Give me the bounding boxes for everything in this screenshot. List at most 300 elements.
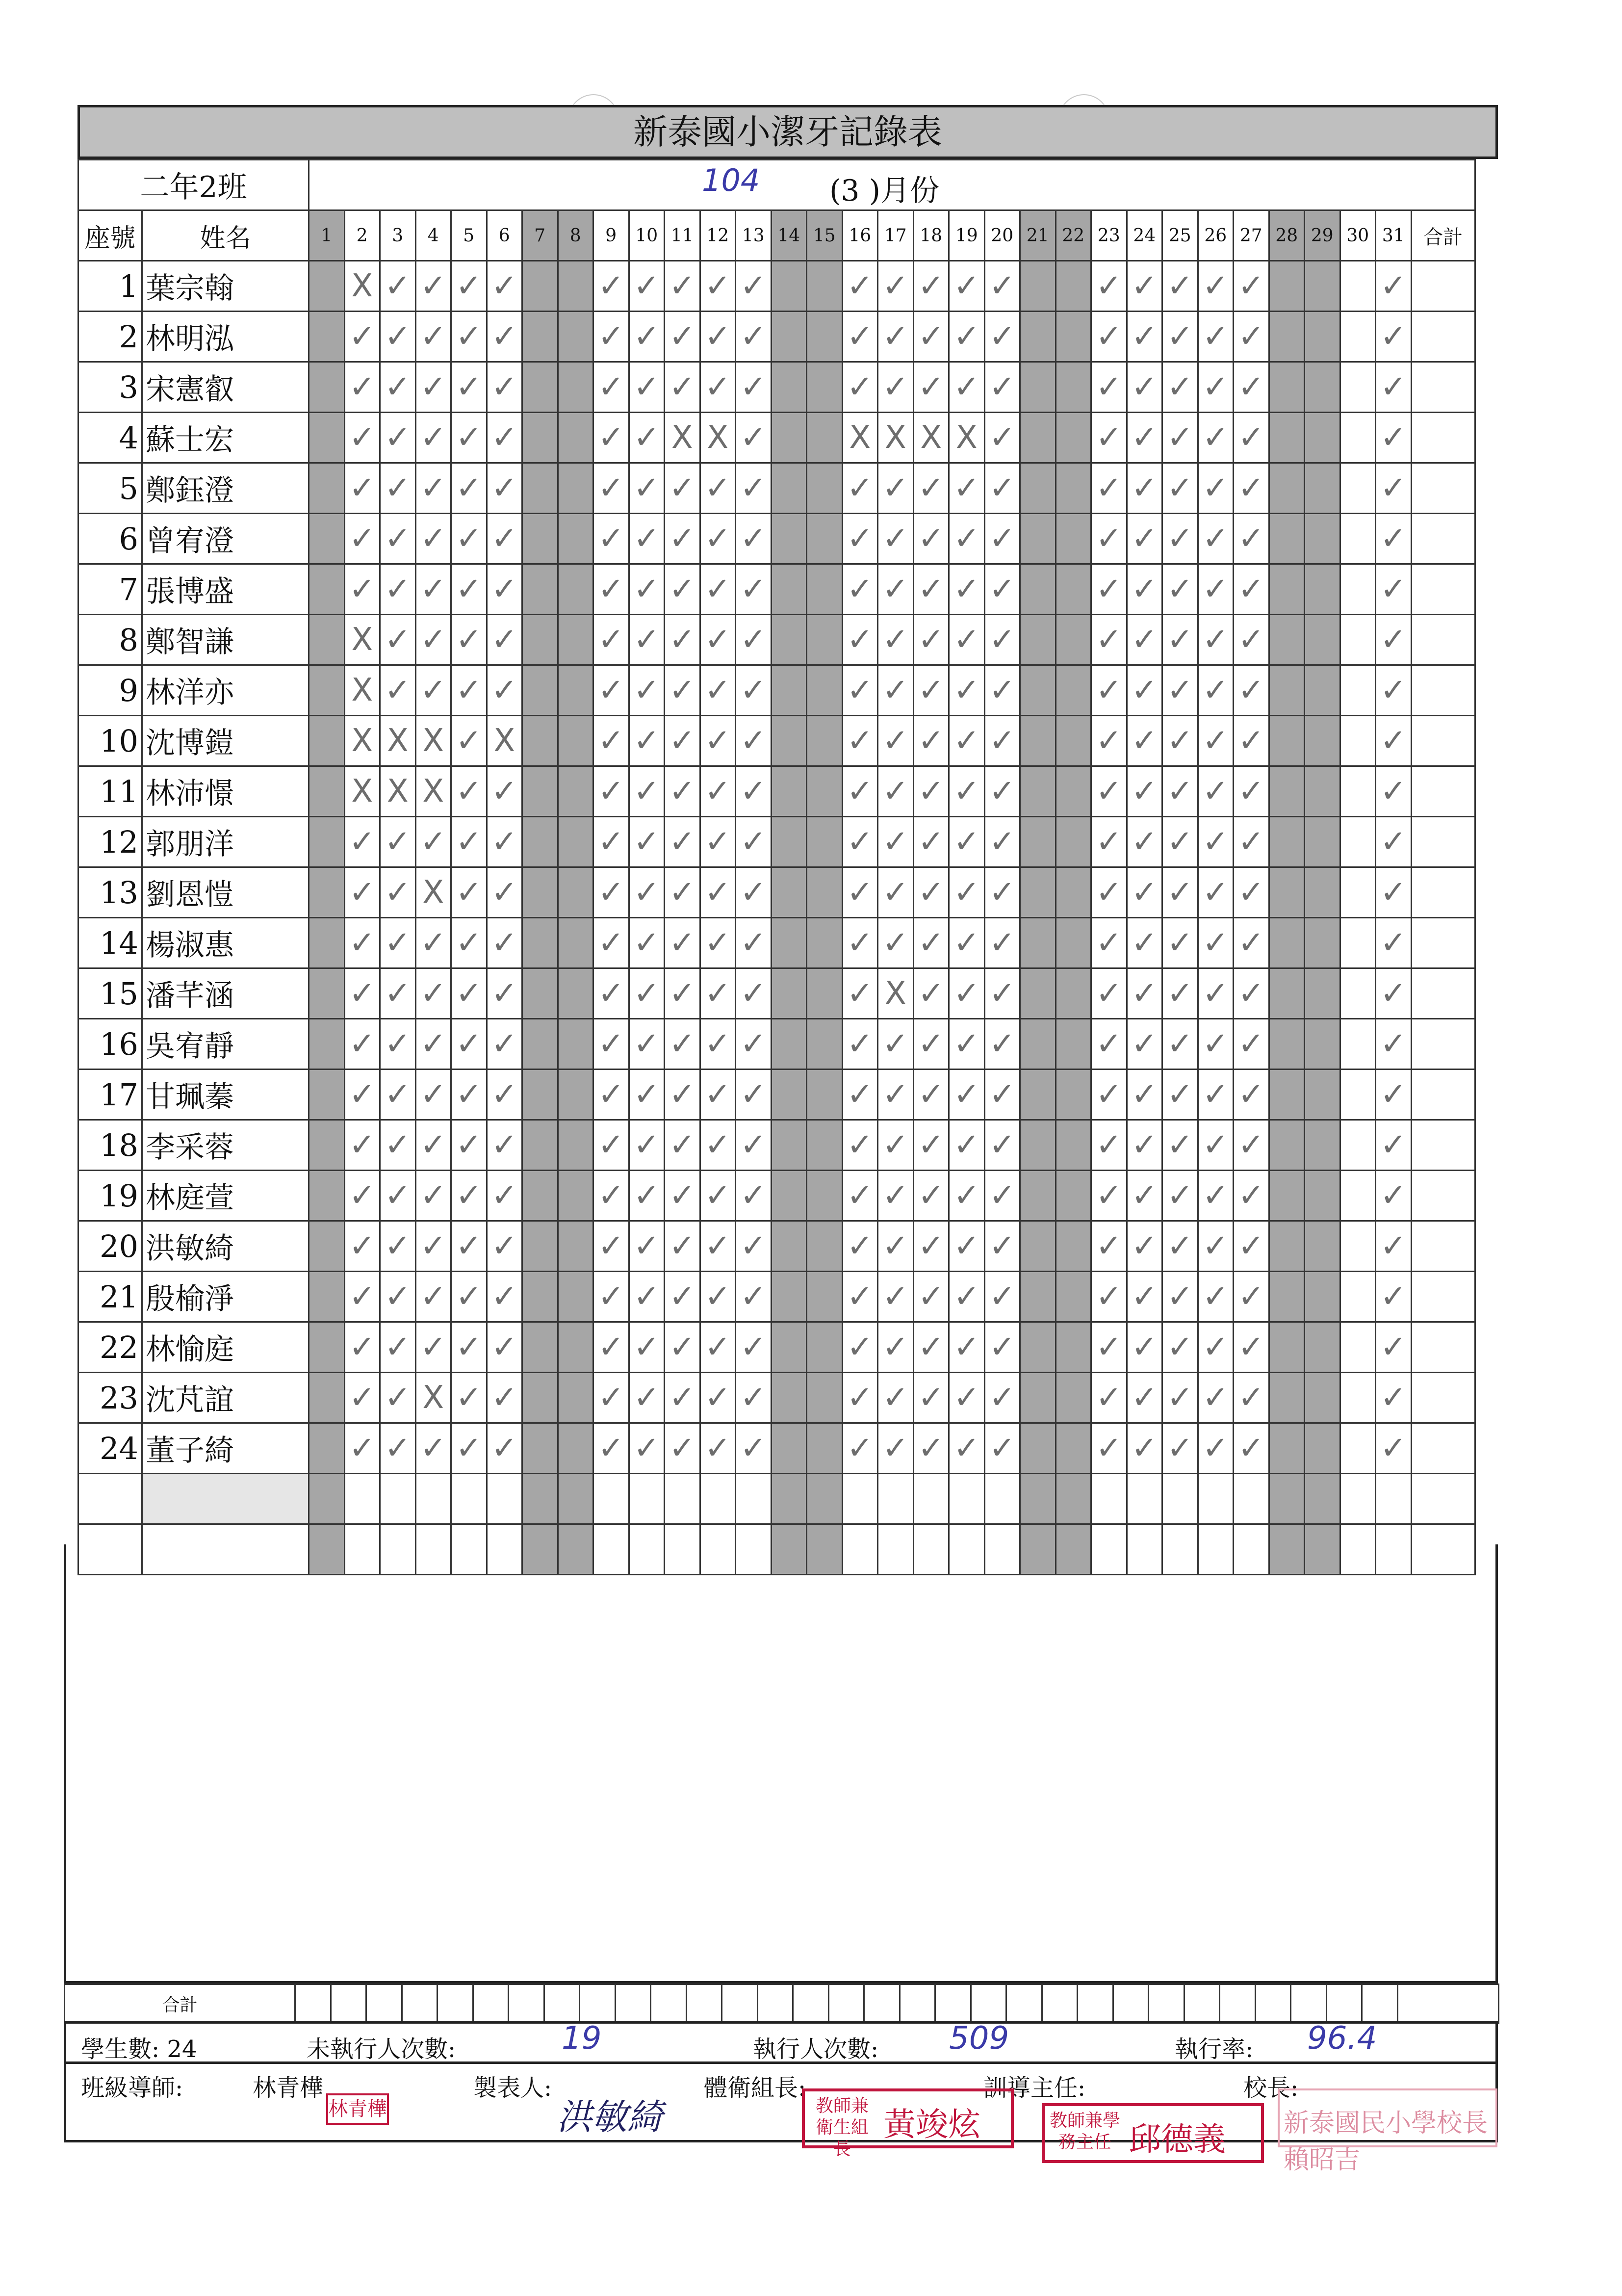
day-cell: [913, 1423, 949, 1474]
day-cell: [1091, 312, 1127, 362]
day-cell: [842, 1322, 878, 1373]
day-cell: [451, 716, 487, 766]
day-cell: [558, 261, 593, 312]
principal-stamp-text: 新泰國民小學校長賴昭吉: [1284, 2109, 1488, 2175]
day-cell: [1091, 1171, 1127, 1221]
check-mark: ✓: [349, 1026, 376, 1062]
day-cell: [771, 918, 807, 968]
day-cell: [1127, 665, 1162, 716]
day-header-text: 29: [1311, 225, 1334, 246]
day-cell: [1234, 1423, 1269, 1474]
day-cell: [558, 514, 593, 564]
cross-mark: X: [422, 874, 444, 911]
day-cell: [807, 867, 843, 918]
day-cell: [593, 261, 629, 312]
day-cell: [309, 1272, 345, 1322]
day-header: [736, 210, 772, 261]
seat-number: 8: [119, 622, 138, 658]
day-cell: [1340, 1272, 1376, 1322]
check-mark: ✓: [669, 874, 695, 911]
check-mark: ✓: [384, 1177, 411, 1214]
day-cell: [771, 261, 807, 312]
check-mark: ✓: [597, 824, 624, 860]
day-cell: [380, 1171, 416, 1221]
day-header-text: 30: [1346, 225, 1369, 246]
seat-cell: [78, 665, 142, 716]
check-mark: ✓: [1166, 521, 1193, 557]
day-cell: [842, 716, 878, 766]
seat-cell: [78, 261, 142, 312]
check-mark: ✓: [669, 318, 695, 355]
check-mark: ✓: [1166, 824, 1193, 860]
check-mark: ✓: [1202, 521, 1229, 557]
day-cell: [807, 615, 843, 665]
day-cell: [1056, 564, 1091, 615]
day-cell: [700, 817, 736, 867]
name-cell: [142, 312, 309, 362]
check-mark: ✓: [1131, 521, 1158, 557]
day-cell: [1056, 665, 1091, 716]
name-cell: [142, 564, 309, 615]
day-cell: [1305, 1120, 1340, 1171]
check-mark: ✓: [349, 1177, 376, 1214]
seat-number: 15: [100, 975, 138, 1012]
check-mark: ✓: [882, 1278, 909, 1315]
day-header-text: 14: [777, 225, 800, 246]
check-mark: ✓: [1380, 369, 1407, 405]
day-cell: [1198, 665, 1234, 716]
check-mark: ✓: [349, 470, 376, 506]
check-mark: ✓: [597, 1177, 624, 1214]
check-mark: ✓: [704, 369, 731, 405]
day-cell: [949, 261, 985, 312]
check-mark: ✓: [491, 1076, 518, 1113]
seat-cell: [78, 766, 142, 817]
day-cell: [700, 362, 736, 413]
check-mark: ✓: [953, 874, 980, 911]
day-cell: [309, 1423, 345, 1474]
row-total-cell: [1411, 716, 1475, 766]
day-cell: [771, 1019, 807, 1070]
check-mark: ✓: [1131, 925, 1158, 961]
seat-number: 9: [119, 672, 138, 708]
blank-row: [78, 1474, 1475, 1524]
day-cell: [344, 362, 380, 413]
check-mark: ✓: [1237, 268, 1264, 304]
check-mark: ✓: [669, 975, 695, 1012]
daily-total-cell: [366, 1984, 402, 2023]
day-cell: [522, 514, 558, 564]
day-cell: [1305, 514, 1340, 564]
day-cell: [380, 918, 416, 968]
day-cell: [949, 1120, 985, 1171]
day-cell: [629, 867, 665, 918]
day-cell: [984, 1070, 1020, 1120]
day-cell: [878, 968, 914, 1019]
check-mark: ✓: [420, 1329, 447, 1365]
day-cell: [451, 1373, 487, 1423]
check-mark: ✓: [918, 925, 945, 961]
day-cell: [1269, 564, 1305, 615]
student-name: 潘芊涵: [146, 979, 234, 1013]
name-cell: [142, 1322, 309, 1373]
day-cell: [807, 817, 843, 867]
day-cell: [1162, 1373, 1198, 1423]
day-cell: [984, 413, 1020, 463]
check-mark: ✓: [669, 369, 695, 405]
check-mark: ✓: [953, 672, 980, 708]
day-cell: [487, 716, 522, 766]
table-row: [78, 312, 1475, 362]
page-title: [77, 105, 1498, 159]
check-mark: ✓: [1166, 470, 1193, 506]
check-mark: ✓: [740, 1380, 767, 1416]
day-cell: [1020, 867, 1056, 918]
day-cell: [1340, 1019, 1376, 1070]
row-total-cell: [1411, 1120, 1475, 1171]
day-cell: [1020, 261, 1056, 312]
check-mark: ✓: [740, 1430, 767, 1466]
name-cell: [142, 867, 309, 918]
day-header: [344, 210, 380, 261]
day-cell: [629, 312, 665, 362]
day-cell: [558, 1272, 593, 1322]
day-cell: [1305, 312, 1340, 362]
day-cell: [1234, 312, 1269, 362]
check-mark: ✓: [384, 521, 411, 557]
day-cell: [700, 564, 736, 615]
day-cell: [1269, 766, 1305, 817]
day-cell: [771, 413, 807, 463]
check-mark: ✓: [1380, 318, 1407, 355]
check-mark: ✓: [918, 369, 945, 405]
day-header-text: 20: [991, 225, 1014, 246]
day-cell: [380, 1423, 416, 1474]
student-name: 郭朋洋: [146, 827, 234, 861]
day-cell: [1376, 463, 1412, 514]
day-cell: [522, 968, 558, 1019]
check-mark: ✓: [740, 470, 767, 506]
check-mark: ✓: [704, 521, 731, 557]
seat-header: [78, 210, 142, 261]
check-mark: ✓: [704, 1380, 731, 1416]
day-cell: [1091, 1322, 1127, 1373]
day-cell: [1020, 514, 1056, 564]
check-mark: ✓: [989, 571, 1016, 607]
day-cell: [736, 615, 772, 665]
day-cell: [913, 1070, 949, 1120]
check-mark: ✓: [847, 1177, 874, 1214]
check-mark: ✓: [455, 521, 482, 557]
check-mark: ✓: [918, 470, 945, 506]
day-cell: [1340, 362, 1376, 413]
day-header: [842, 210, 878, 261]
table-row: [78, 615, 1475, 665]
day-cell: [1376, 1373, 1412, 1423]
seat-cell: [78, 362, 142, 413]
day-cell: [1020, 1272, 1056, 1322]
day-header-text: 4: [427, 225, 439, 246]
check-mark: ✓: [384, 622, 411, 658]
day-cell: [1305, 716, 1340, 766]
day-cell: [1162, 1171, 1198, 1221]
day-cell: [1056, 1019, 1091, 1070]
check-mark: ✓: [597, 1228, 624, 1264]
day-cell: [344, 1221, 380, 1272]
day-cell: [984, 968, 1020, 1019]
table-row: [78, 918, 1475, 968]
check-mark: ✓: [384, 369, 411, 405]
homeroom-stamp: [326, 2093, 389, 2125]
check-mark: ✓: [420, 824, 447, 860]
check-mark: ✓: [1131, 975, 1158, 1012]
check-mark: ✓: [420, 1177, 447, 1214]
check-mark: ✓: [1095, 1076, 1122, 1113]
check-mark: ✓: [882, 318, 909, 355]
check-mark: ✓: [633, 1026, 660, 1062]
day-cell: [487, 564, 522, 615]
row-total-cell: [1411, 1373, 1475, 1423]
day-cell: [842, 1272, 878, 1322]
day-cell: [984, 665, 1020, 716]
day-cell: [1020, 1120, 1056, 1171]
check-mark: ✓: [953, 571, 980, 607]
day-header-text: 17: [884, 225, 907, 246]
name-cell: [142, 463, 309, 514]
check-mark: ✓: [882, 521, 909, 557]
check-mark: ✓: [455, 1228, 482, 1264]
day-cell: [736, 362, 772, 413]
day-cell: [629, 918, 665, 968]
day-cell: [558, 766, 593, 817]
check-mark: ✓: [491, 1026, 518, 1062]
day-cell: [309, 1019, 345, 1070]
check-mark: ✓: [989, 419, 1016, 456]
day-cell: [736, 817, 772, 867]
day-header-text: 26: [1204, 225, 1227, 246]
day-cell: [700, 918, 736, 968]
check-mark: ✓: [420, 521, 447, 557]
check-mark: ✓: [1237, 419, 1264, 456]
student-name: 張博盛: [146, 574, 234, 609]
check-mark: ✓: [989, 1127, 1016, 1163]
check-mark: ✓: [918, 1329, 945, 1365]
day-cell: [1020, 1019, 1056, 1070]
notes-area: [64, 1544, 1498, 1983]
toothbrush-record-table: [77, 159, 1476, 1575]
day-cell: [415, 1120, 451, 1171]
day-cell: [771, 867, 807, 918]
day-cell: [771, 766, 807, 817]
row-total-cell: [1411, 362, 1475, 413]
day-cell: [593, 1019, 629, 1070]
check-mark: ✓: [953, 773, 980, 809]
day-cell: [415, 564, 451, 615]
day-cell: [807, 1272, 843, 1322]
check-mark: ✓: [989, 318, 1016, 355]
check-mark: ✓: [420, 1026, 447, 1062]
row-total-cell: [1411, 1272, 1475, 1322]
check-mark: ✓: [704, 723, 731, 759]
day-cell: [487, 817, 522, 867]
day-cell: [1056, 766, 1091, 817]
check-mark: ✓: [918, 571, 945, 607]
day-cell: [1162, 968, 1198, 1019]
day-cell: [415, 312, 451, 362]
seat-cell: [78, 867, 142, 918]
day-cell: [1091, 867, 1127, 918]
check-mark: ✓: [953, 369, 980, 405]
check-mark: ✓: [1237, 1430, 1264, 1466]
day-cell: [522, 615, 558, 665]
check-mark: ✓: [633, 268, 660, 304]
not-done-label: 未執行人次數:: [307, 2035, 456, 2063]
day-cell: [558, 716, 593, 766]
day-cell: [309, 918, 345, 968]
check-mark: ✓: [989, 672, 1016, 708]
check-mark: ✓: [1095, 1380, 1122, 1416]
seat-cell: [78, 918, 142, 968]
check-mark: ✓: [597, 874, 624, 911]
day-cell: [558, 1322, 593, 1373]
check-mark: ✓: [420, 925, 447, 961]
day-cell: [665, 1070, 700, 1120]
table-row: [78, 362, 1475, 413]
check-mark: ✓: [1166, 773, 1193, 809]
check-mark: ✓: [1237, 1228, 1264, 1264]
check-mark: ✓: [491, 622, 518, 658]
check-mark: ✓: [989, 975, 1016, 1012]
day-cell: [913, 312, 949, 362]
day-cell: [1162, 514, 1198, 564]
check-mark: ✓: [491, 874, 518, 911]
check-mark: ✓: [740, 369, 767, 405]
check-mark: ✓: [1166, 672, 1193, 708]
check-mark: ✓: [633, 1127, 660, 1163]
cross-mark: X: [351, 672, 373, 708]
day-cell: [1234, 1070, 1269, 1120]
seat-cell: [78, 1070, 142, 1120]
day-cell: [380, 413, 416, 463]
day-cell: [1269, 1221, 1305, 1272]
day-cell: [949, 817, 985, 867]
day-cell: [807, 1423, 843, 1474]
blank-day-cell: [1056, 1474, 1091, 1524]
day-cell: [1020, 1373, 1056, 1423]
day-cell: [665, 1272, 700, 1322]
day-cell: [807, 968, 843, 1019]
check-mark: ✓: [1131, 1329, 1158, 1365]
seat-number: 12: [100, 824, 138, 860]
day-cell: [593, 312, 629, 362]
check-mark: ✓: [597, 369, 624, 405]
check-mark: ✓: [989, 1278, 1016, 1315]
check-mark: ✓: [1202, 672, 1229, 708]
check-mark: ✓: [1166, 369, 1193, 405]
row-total-cell: [1411, 261, 1475, 312]
check-mark: ✓: [704, 1430, 731, 1466]
check-mark: ✓: [882, 1228, 909, 1264]
day-cell: [487, 362, 522, 413]
check-mark: ✓: [1166, 1026, 1193, 1062]
check-mark: ✓: [882, 773, 909, 809]
check-mark: ✓: [953, 318, 980, 355]
day-cell: [344, 1120, 380, 1171]
check-mark: ✓: [455, 571, 482, 607]
check-mark: ✓: [384, 268, 411, 304]
check-mark: ✓: [597, 672, 624, 708]
check-mark: ✓: [918, 318, 945, 355]
name-cell: [142, 918, 309, 968]
check-mark: ✓: [349, 419, 376, 456]
name-cell: [142, 766, 309, 817]
check-mark: ✓: [633, 1228, 660, 1264]
day-cell: [451, 261, 487, 312]
table-row: [78, 1423, 1475, 1474]
check-mark: ✓: [1380, 571, 1407, 607]
day-cell: [842, 1373, 878, 1423]
daily-total-cell: [722, 1984, 758, 2023]
daily-total-cell: [1006, 1984, 1042, 2023]
blank-total-cell: [1411, 1474, 1475, 1524]
day-cell: [1340, 312, 1376, 362]
day-header: [1269, 210, 1305, 261]
row-total-cell: [1411, 615, 1475, 665]
day-cell: [700, 665, 736, 716]
day-cell: [309, 1070, 345, 1120]
check-mark: ✓: [918, 622, 945, 658]
day-cell: [984, 867, 1020, 918]
day-cell: [1269, 413, 1305, 463]
check-mark: ✓: [1166, 318, 1193, 355]
check-mark: ✓: [1202, 1127, 1229, 1163]
check-mark: ✓: [384, 824, 411, 860]
check-mark: ✓: [847, 521, 874, 557]
check-mark: ✓: [1131, 318, 1158, 355]
day-header: [558, 210, 593, 261]
day-cell: [842, 1171, 878, 1221]
day-cell: [1162, 463, 1198, 514]
check-mark: ✓: [1131, 571, 1158, 607]
check-mark: ✓: [1095, 824, 1122, 860]
day-cell: [487, 867, 522, 918]
day-cell: [807, 1120, 843, 1171]
check-mark: ✓: [1166, 1127, 1193, 1163]
day-cell: [1376, 918, 1412, 968]
check-mark: ✓: [1095, 1430, 1122, 1466]
day-cell: [415, 514, 451, 564]
check-mark: ✓: [669, 1177, 695, 1214]
check-mark: ✓: [1380, 622, 1407, 658]
check-mark: ✓: [1380, 824, 1407, 860]
check-mark: ✓: [455, 1278, 482, 1315]
day-cell: [807, 1322, 843, 1373]
seat-cell: [78, 1322, 142, 1373]
check-mark: ✓: [1237, 1329, 1264, 1365]
day-cell: [1162, 1221, 1198, 1272]
day-cell: [415, 1322, 451, 1373]
row-total-cell: [1411, 1019, 1475, 1070]
check-mark: ✓: [420, 318, 447, 355]
check-mark: ✓: [704, 824, 731, 860]
day-cell: [878, 362, 914, 413]
check-mark: ✓: [847, 1228, 874, 1264]
check-mark: ✓: [847, 470, 874, 506]
day-cell: [1269, 1019, 1305, 1070]
check-mark: ✓: [1131, 773, 1158, 809]
day-header-text: 18: [920, 225, 943, 246]
day-cell: [1305, 261, 1340, 312]
